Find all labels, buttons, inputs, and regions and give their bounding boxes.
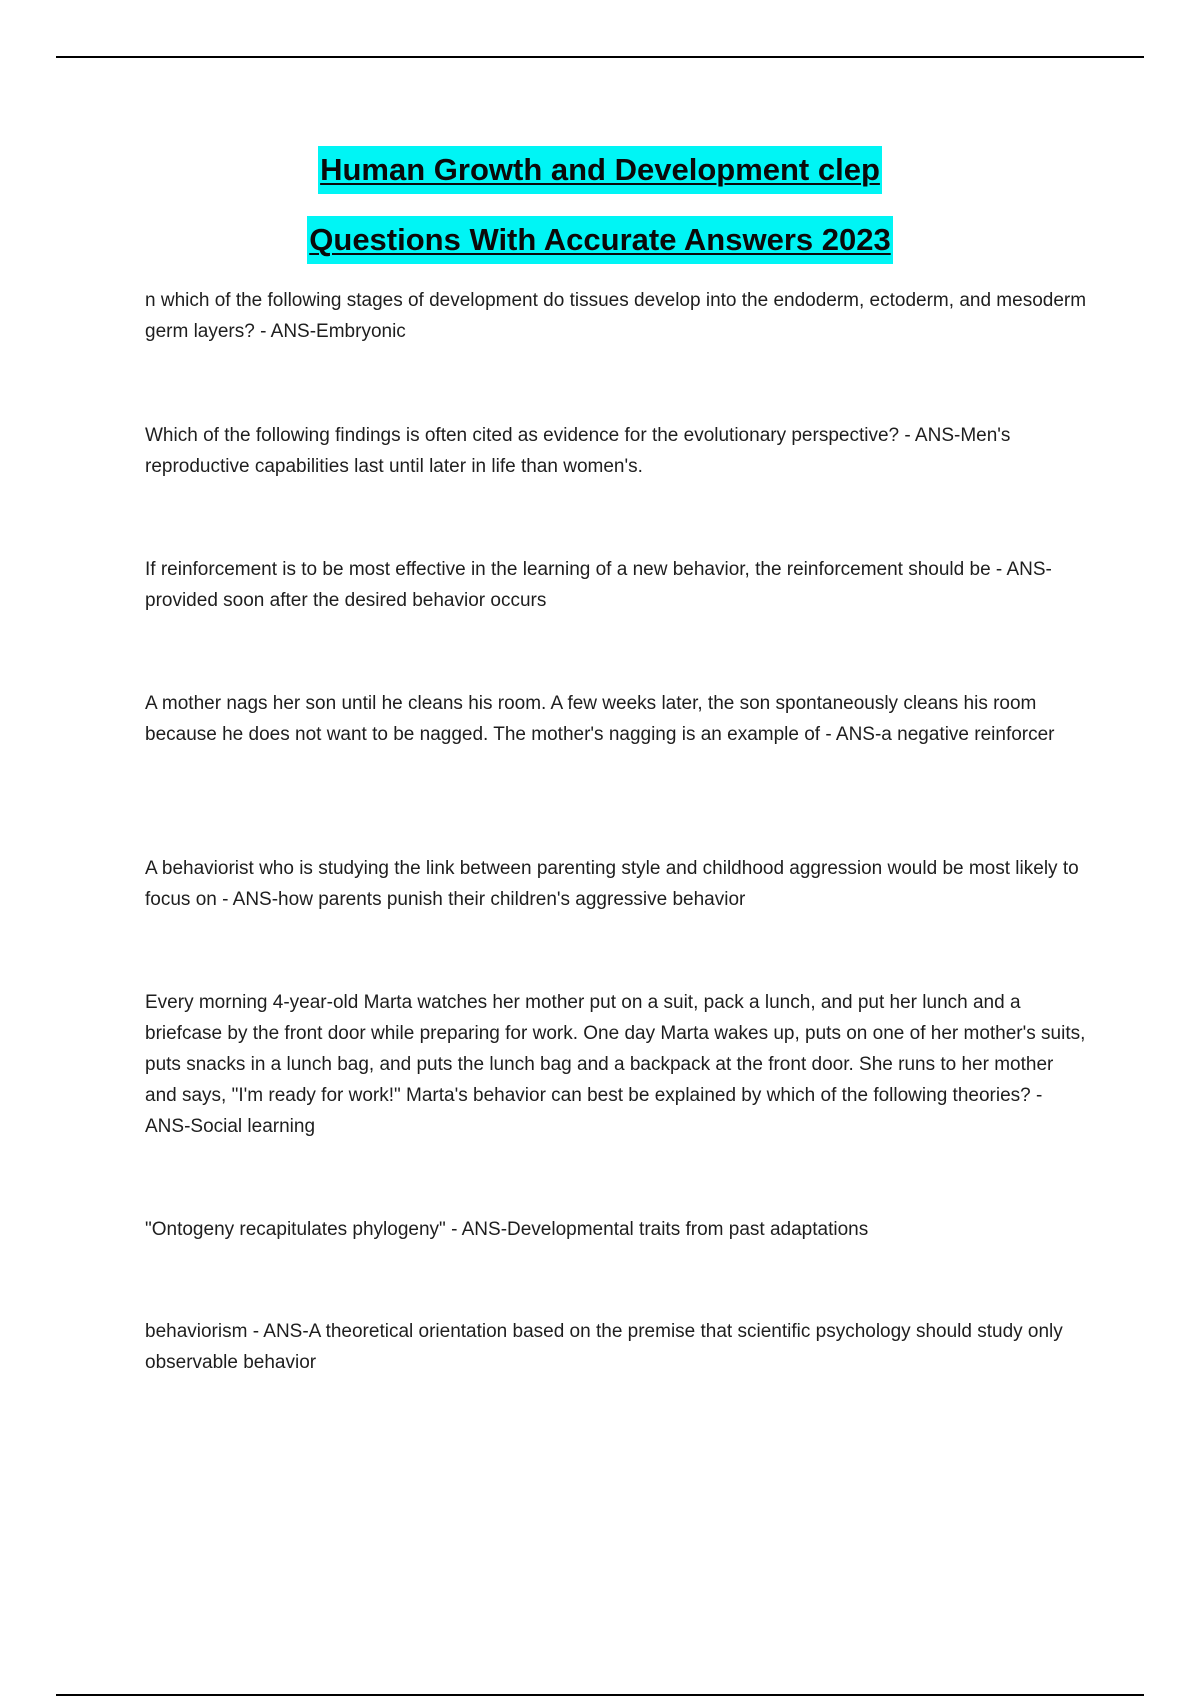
qa-item: Every morning 4-year-old Marta watches her mother put on a suit, pack a lunch, and put her lunch and a briefcase by the front door while preparing for work. One day Marta wakes up, puts on one of her mother's suits, puts snacks in a lunch bag, and puts the lunch bag and a backpack at the front door. She runs to her mother and says, "I'm ready for work!" Marta's behavior can best be explained by which of the following theories? - ANS-Social learning: [145, 992, 1086, 1137]
footer-rule: [56, 1694, 1144, 1696]
document-title-line-2: Questions With Accurate Answers 2023: [307, 216, 892, 264]
document-title-line-1: Human Growth and Development clep: [318, 146, 882, 194]
document-title-line-1-wrapper: [0, 146, 1200, 194]
header-rule: [56, 56, 1144, 58]
qa-item: A behaviorist who is studying the link between parenting style and childhood aggression would be most likely to focus on - ANS-how parents punish their children's aggressive behavior: [145, 858, 1079, 910]
document-title-line-2-wrapper: [0, 216, 1200, 264]
qa-item: If reinforcement is to be most effective in the learning of a new behavior, the reinforcement should be - ANS-provided soon after the desired behavior occurs: [145, 559, 1052, 611]
qa-item: behaviorism - ANS-A theoretical orientation based on the premise that scientific psychology should study only observable behavior: [145, 1321, 1063, 1373]
qa-item: Which of the following findings is often cited as evidence for the evolutionary perspective? - ANS-Men's reproductive capabilities last until later in life than women's.: [145, 425, 1011, 477]
qa-item: A mother nags her son until he cleans his room. A few weeks later, the son spontaneously cleans his room because he does not want to be nagged. The mother's nagging is an example of - ANS-a negative reinforcer: [145, 693, 1055, 745]
qa-item: n which of the following stages of development do tissues develop into the endoderm, ectoderm, and mesoderm germ layers? - ANS-Embryonic: [145, 290, 1087, 342]
qa-item: "Ontogeny recapitulates phylogeny" - ANS-Developmental traits from past adaptations: [145, 1219, 869, 1240]
